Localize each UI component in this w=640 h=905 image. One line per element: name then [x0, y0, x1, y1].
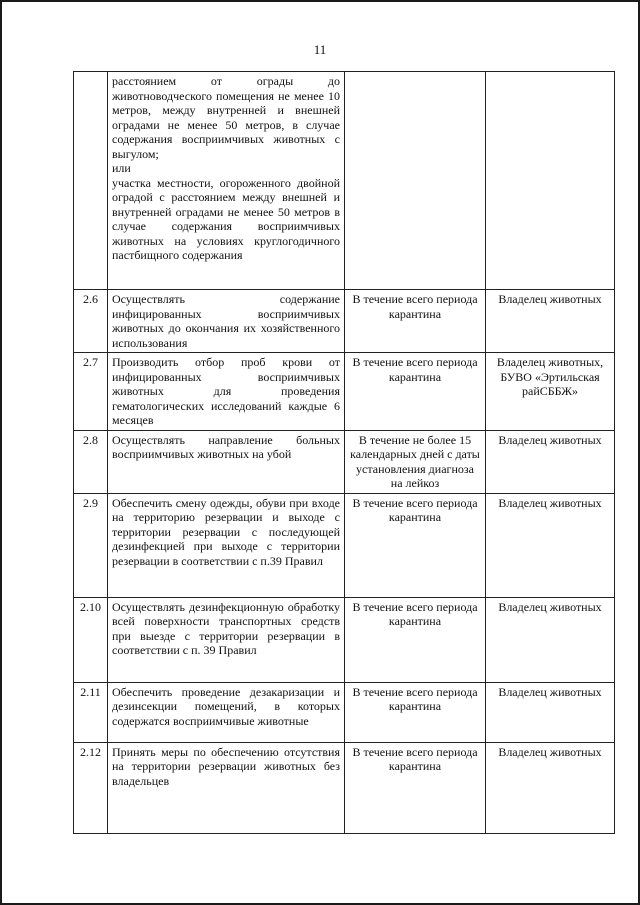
table-row: [74, 493, 615, 597]
action-text: Производить отбор проб крови от инфицированных восприимчивых животных для проведения гематологических исследований каждые 6 месяцев: [108, 353, 345, 431]
table-row-continued: [74, 72, 615, 290]
responsible-text: Владелец животных: [486, 742, 615, 833]
row-number: 2.11: [74, 682, 108, 742]
responsible-text: Владелец животных, БУВО «Эртильская райСББЖ»: [486, 353, 615, 431]
row-number: 2.6: [74, 290, 108, 353]
table-row: [74, 682, 615, 742]
row-number: 2.9: [74, 493, 108, 597]
measures-table: [73, 71, 615, 834]
action-text: Принять меры по обеспечению отсутствия на территории резервации животных без владельцев: [108, 742, 345, 833]
responsible-text: Владелец животных: [486, 290, 615, 353]
continued-text-or: или: [112, 161, 131, 175]
term-text: В течение всего периода карантина: [345, 597, 486, 682]
table-row: [74, 353, 615, 431]
responsible-cell: [486, 72, 615, 290]
row-number: 2.7: [74, 353, 108, 431]
row-number-cell: [74, 72, 108, 290]
table-row: [74, 290, 615, 353]
table-row: [74, 430, 615, 493]
action-text: Обеспечить проведение дезакаризации и дезинсекции помещений, в которых содержатся восприимчивые животные: [108, 682, 345, 742]
row-number: 2.12: [74, 742, 108, 833]
action-text: Обеспечить смену одежды, обуви при входе на территорию резервации и выходе с территории резервации с последующей дезинфекцией при выходе с территории резервации в соответствии с п.39 Правил: [108, 493, 345, 597]
term-text: В течение всего периода карантина: [345, 682, 486, 742]
responsible-text: Владелец животных: [486, 682, 615, 742]
term-cell: [345, 72, 486, 290]
table-row: [74, 742, 615, 833]
action-text: Осуществлять содержание инфицированных восприимчивых животных до окончания их хозяйственного использования: [108, 290, 345, 353]
responsible-text: Владелец животных: [486, 493, 615, 597]
table-row: [74, 597, 615, 682]
action-text: Осуществлять направление больных восприимчивых животных на убой: [108, 430, 345, 493]
term-text: В течение всего периода карантина: [345, 493, 486, 597]
row-number: 2.10: [74, 597, 108, 682]
responsible-text: Владелец животных: [486, 430, 615, 493]
continued-text-1: расстоянием от ограды до животноводческого помещения не менее 10 метров, между внутренней и внешней оградами не менее 50 метров, в случае содержания восприимчивых животных с выгулом;: [112, 74, 340, 161]
term-text: В течение не более 15 календарных дней с даты установления диагноза на лейкоз: [345, 430, 486, 493]
responsible-text: Владелец животных: [486, 597, 615, 682]
action-cell: [108, 72, 345, 290]
term-text: В течение всего периода карантина: [345, 353, 486, 431]
continued-text-2: участка местности, огороженного двойной оградой с расстоянием между внешней и внутренней оградами не менее 50 метров в случае содержания восприимчивых животных на условиях круглогодичного пастбищного содержания: [112, 175, 340, 262]
page-number: 11: [313, 42, 327, 57]
term-text: В течение всего периода карантина: [345, 742, 486, 833]
term-text: В течение всего периода карантина: [345, 290, 486, 353]
row-number: 2.8: [74, 430, 108, 493]
action-text: Осуществлять дезинфекционную обработку всей поверхности транспортных средств при выезде с территории резервации в соответствии с п. 39 Правил: [108, 597, 345, 682]
